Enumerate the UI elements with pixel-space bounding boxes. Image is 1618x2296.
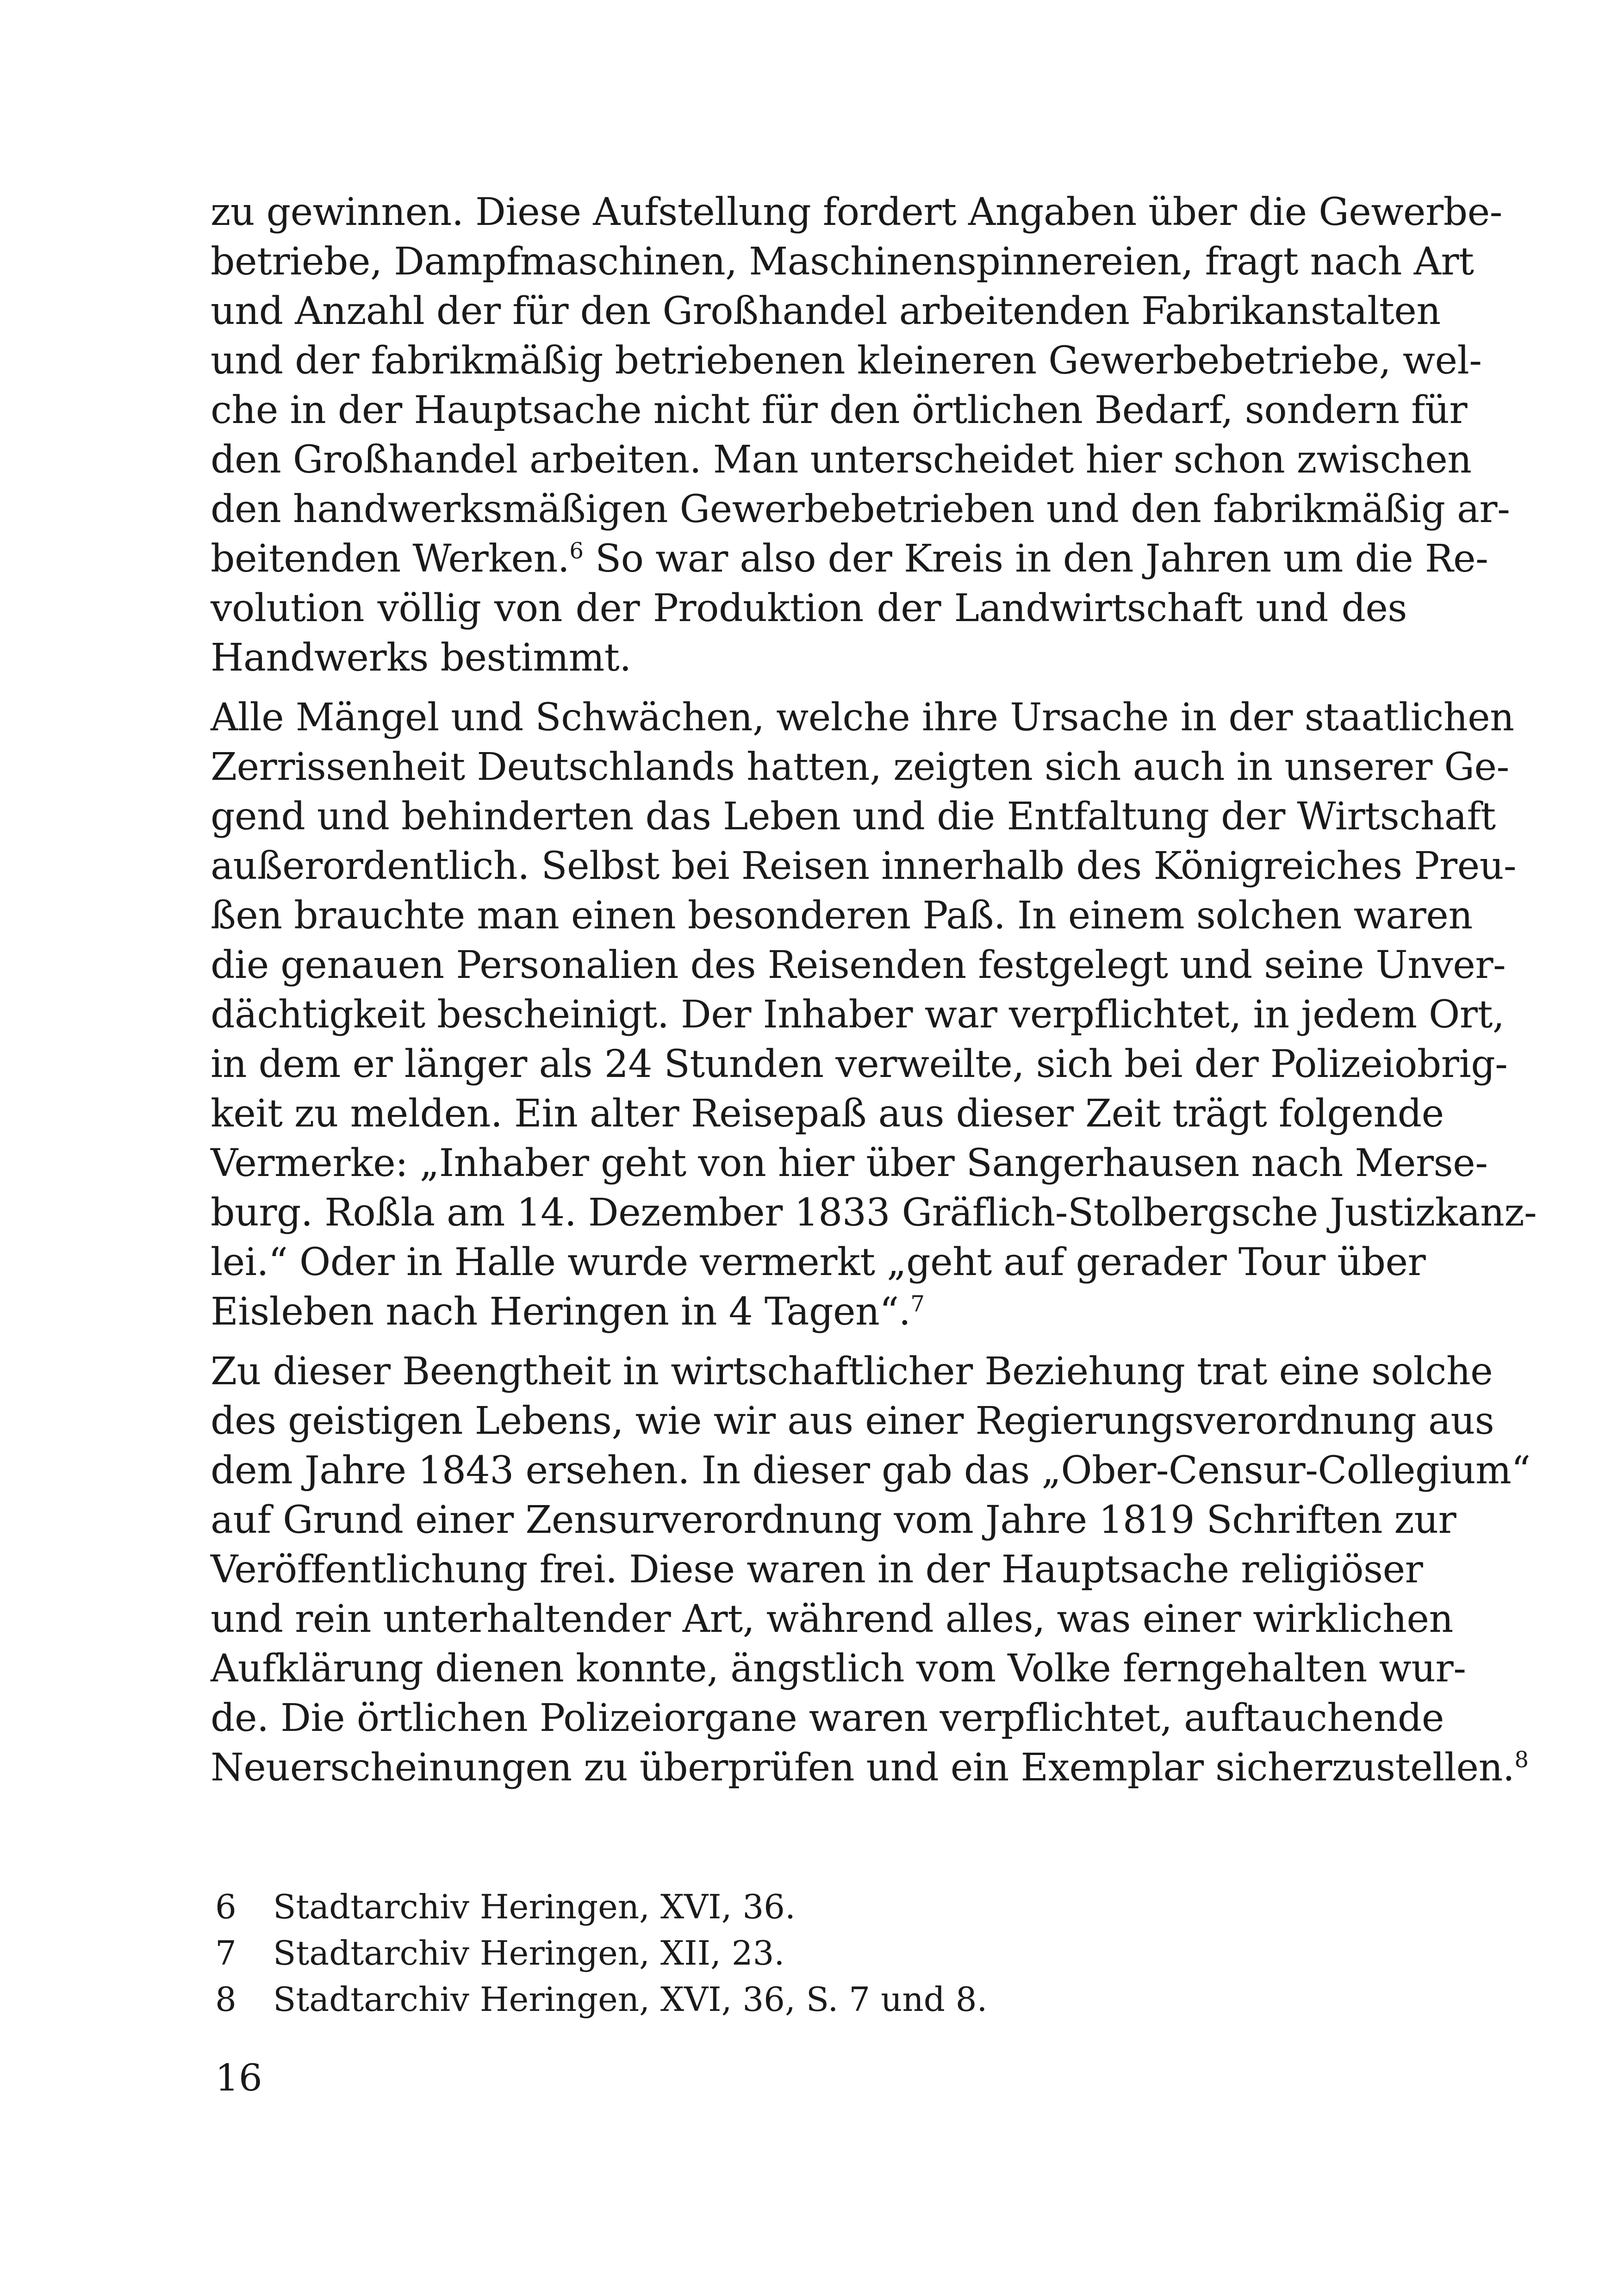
text-line: Aufklärung dienen konnte, ängstlich vom Volke ferngehalten wur- — [211, 1647, 1466, 1691]
text-line: in dem er länger als 24 Stunden verweilte, sich bei der Polizeiobrig- — [211, 1042, 1508, 1086]
text-line: und Anzahl der für den Großhandel arbeitenden Fabrikanstalten — [211, 289, 1441, 333]
text-line: Vermerke: „Inhaber geht von hier über Sangerhausen nach Merse- — [211, 1141, 1488, 1185]
text-line: den handwerksmäßigen Gewerbebetrieben und den fabrikmäßig ar- — [211, 487, 1510, 531]
text-line — [211, 1743, 1529, 1792]
text-fragment: Neuerscheinungen zu überprüfen und ein Exemplar sicherzustellen. — [211, 1746, 1515, 1790]
text-line: dem Jahre 1843 ersehen. In dieser gab das „Ober-Censur-Collegium“ — [211, 1449, 1531, 1493]
text-line: die genauen Personalien des Reisenden festgelegt und seine Unver- — [211, 943, 1506, 987]
text-line: Veröffentlichung frei. Diese waren in der Hauptsache religiöser — [211, 1548, 1423, 1592]
footnote — [215, 1976, 1372, 2022]
footnotes — [215, 1884, 1372, 2022]
paragraph-1 — [211, 187, 1510, 683]
text-line: gend und behinderten das Leben und die Entfaltung der Wirtschaft — [211, 795, 1496, 839]
text-line: und rein unterhaltender Art, während alles, was einer wirklichen — [211, 1597, 1453, 1641]
text-line: und der fabrikmäßig betriebenen kleineren Gewerbebetriebe, wel- — [211, 339, 1482, 383]
main-text — [211, 187, 1537, 1803]
text-line — [211, 1287, 1407, 1337]
text-line: dächtigkeit bescheinigt. Der Inhaber war verpflichtet, in jedem Ort, — [211, 993, 1505, 1037]
text-line: betriebe, Dampfmaschinen, Maschinenspinnereien, fragt nach Art — [211, 240, 1474, 284]
text-fragment: So war also der Kreis in den Jahren um die Re- — [583, 537, 1488, 581]
footnote-ref-8: 8 — [1514, 1747, 1529, 1773]
footnote-number: 7 — [215, 1934, 236, 1972]
text-line: volution völlig von der Produktion der Landwirtschaft und des — [211, 586, 1407, 630]
text-line: zu gewinnen. Diese Aufstellung fordert Angaben über die Gewerbe- — [211, 190, 1502, 234]
text-line: burg. Roßla am 14. Dezember 1833 Gräflich-Stolbergsche Justizkanz- — [211, 1191, 1537, 1235]
text-fragment: beitenden Werken. — [211, 537, 570, 581]
footnote-text: Stadtarchiv Heringen, XVI, 36, S. 7 und 8. — [273, 1980, 988, 2019]
text-line: auf Grund einer Zensurverordnung vom Jahre 1819 Schriften zur — [211, 1498, 1456, 1542]
text-line: des geistigen Lebens, wie wir aus einer Regierungsverordnung aus — [211, 1399, 1494, 1443]
text-line: che in der Hauptsache nicht für den örtlichen Bedarf, sondern für — [211, 388, 1468, 432]
footnote-text: Stadtarchiv Heringen, XVI, 36. — [273, 1887, 796, 1926]
footnote-ref-7: 7 — [910, 1291, 925, 1317]
text-line: lei.“ Oder in Halle wurde vermerkt „geht auf gerader Tour über — [211, 1240, 1426, 1284]
footnote-text: Stadtarchiv Heringen, XII, 23. — [273, 1934, 785, 1972]
text-line: Handwerks bestimmt. — [211, 636, 631, 680]
text-line: Alle Mängel und Schwächen, welche ihre Ursache in der staatlichen — [211, 696, 1514, 740]
text-line: Zerrissenheit Deutschlands hatten, zeigten sich auch in unserer Ge- — [211, 745, 1509, 789]
page-number: 16 — [215, 2056, 262, 2099]
text-line: keit zu melden. Ein alter Reisepaß aus dieser Zeit trägt folgende — [211, 1092, 1444, 1136]
text-line — [211, 534, 1488, 584]
text-fragment: Eisleben nach Heringen in 4 Tagen“. — [211, 1290, 911, 1334]
text-line: ßen brauchte man einen besonderen Paß. In einem solchen waren — [211, 894, 1473, 938]
footnote-number: 8 — [215, 1980, 236, 2019]
footnote — [215, 1884, 1372, 1930]
footnote-number: 6 — [215, 1887, 236, 1926]
text-line: außerordentlich. Selbst bei Reisen innerhalb des Königreiches Preu- — [211, 844, 1517, 888]
text-line: Zu dieser Beengtheit in wirtschaftlicher Beziehung trat eine solche — [211, 1350, 1493, 1394]
text-line: den Großhandel arbeiten. Man unterscheidet hier schon zwischen — [211, 438, 1472, 482]
footnote-ref-6: 6 — [569, 538, 584, 564]
text-line: de. Die örtlichen Polizeiorgane waren verpflichtet, auftauchende — [211, 1696, 1444, 1740]
paragraph-2 — [211, 693, 1537, 1337]
paragraph-3 — [211, 1347, 1531, 1792]
footnote — [215, 1930, 1372, 1976]
